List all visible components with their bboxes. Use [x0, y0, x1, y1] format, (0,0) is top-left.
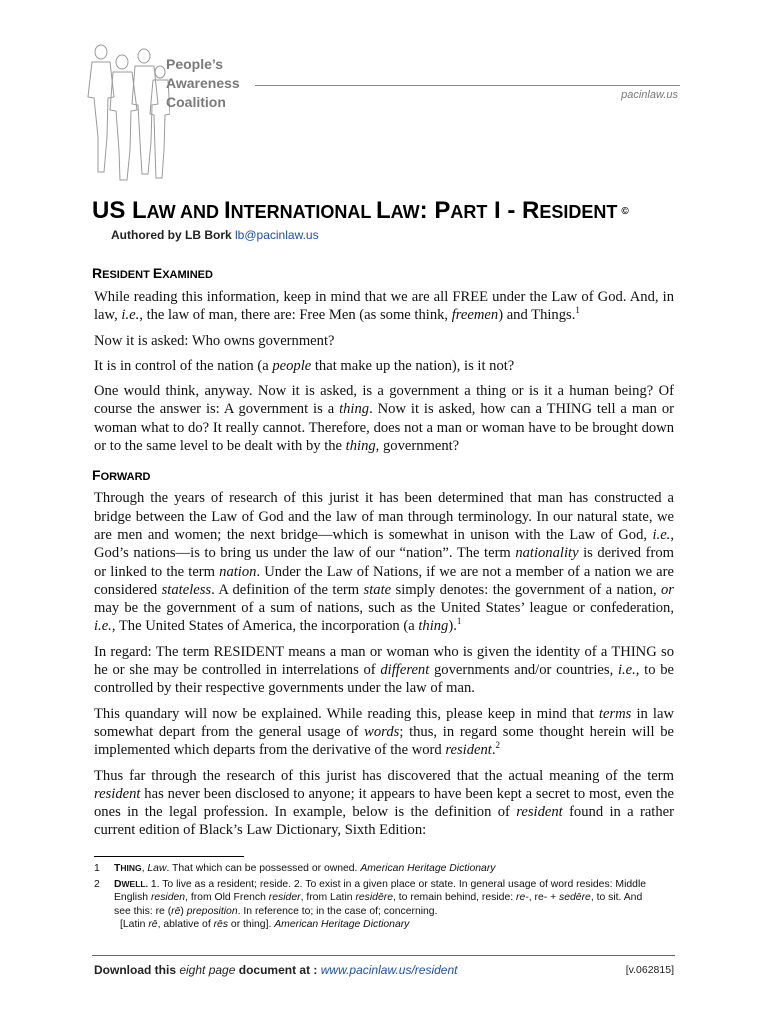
footnote-number: 2	[94, 879, 100, 891]
footnote-ref[interactable]: 1	[575, 305, 580, 316]
heading-part: F	[92, 467, 101, 484]
byline-author: Authored by LB Bork	[111, 228, 236, 242]
footnote-divider	[94, 856, 244, 857]
heading-part: ORWARD	[100, 471, 151, 484]
document-title	[92, 196, 712, 227]
footnote-ref[interactable]: 1	[456, 616, 462, 627]
footer-download-note: Download this eight page document at : www.pacinlaw.us/resident	[94, 963, 458, 977]
heading-part: XAMINED	[162, 269, 213, 281]
heading-part: ESIDENT	[102, 269, 153, 281]
heading-part: R	[92, 265, 103, 281]
footnote-continuation: [Latin rē, ablative of rēs or thing]. American Heritage Dictionary	[120, 918, 410, 930]
title-part: ART	[450, 202, 488, 222]
title-part: AW	[390, 202, 420, 222]
title-part: US L	[92, 197, 147, 224]
paragraph: It is in control of the nation (a people that make up the nation), is it not?	[94, 357, 515, 374]
heading-part: E	[152, 265, 163, 281]
author-email-link[interactable]: lb@pacinlaw.us	[235, 228, 319, 242]
document-body	[94, 288, 674, 847]
paragraph: Through the years of research of this jurist it has been determined that man has constructed a bridge between the Law of God and the law of man through terminology. In our natural state, we are men and women; the next bridge—which is somewhat in unison with the Law of God, i.e., God’s nations—is to bring us under the law of our “nation”. The term nationality is derived from or linked to the term nation. Under the Law of Nations, if we are not a member of a nation we are considered stateless. A definition of the term state simply denotes: the government of a nation, or may be the government of a sum of nations, such as the United States’ league or confederation, i.e., The United States of America, the incorporation (a thing).$^1$	[94, 490, 675, 635]
footer-divider	[92, 955, 675, 956]
footnote-item: 2 DWELL. 1. To live as a resident; reside. 2. To exist in a given place or state. In general usage of word resides: Middle English residen, from Old French resider, from Latin residēre, to remain behind, reside: re-, re- + sedēre, to sit. And see this: re (rē) preposition. In reference to; in the case of; concerning. [Latin rē, ablative of rēs or thing]. American Heritage Dictionary	[94, 878, 654, 931]
paragraph: One would think, anyway. Now it is asked, is a government a thing or is it a human being? Of course the answer is: A government is a thing. Now it is asked, how can a THING tell a man or woman what to do? It really cannot. Therefore, does not a man or woman have to be brought down or to the same level to be dealt with by the thing, government?	[94, 383, 674, 455]
title-part: I - R	[487, 197, 540, 224]
section-heading-forward	[92, 467, 674, 483]
organization-name	[166, 55, 286, 112]
header-site-url[interactable]: pacinlaw.us	[621, 89, 678, 101]
footnotes	[94, 862, 654, 934]
header-divider	[255, 85, 680, 86]
section-heading-resident-examined	[92, 265, 213, 281]
people-silhouettes-icon	[82, 42, 170, 184]
title-part: : P	[419, 197, 451, 224]
footnote-item: 1 THING, Law. That which can be possessed or owned. American Heritage Dictionary	[94, 863, 496, 874]
org-name-line: Awareness	[166, 75, 240, 91]
org-name-line: Coalition	[166, 94, 226, 110]
footnote-ref[interactable]: 2	[495, 740, 500, 751]
copyright-icon: ©	[621, 205, 629, 217]
title-part: L	[376, 197, 391, 224]
title-part: ESIDENT	[539, 202, 618, 222]
title-part: I	[224, 197, 231, 224]
paragraph: In regard: The term RESIDENT means a man or woman who is given the identity of a THING so he or she may be controlled in interrelations of different governments and/or countries, i.e., to be controlled by their respective governments under the law of man.	[94, 643, 674, 697]
title-part: AW AND	[146, 202, 224, 222]
footer-version: [v.062815]	[625, 964, 674, 976]
byline	[111, 228, 319, 242]
paragraph: This quandary will now be explained. While reading this, please keep in mind that terms in law somewhat depart from the general usage of words; thus, in regard some thought herein will be implemented which departs from the derivative of the word resident.$^2$	[94, 705, 674, 759]
paragraph: Thus far through the research of this jurist has discovered that the actual meaning of the term resident has never been disclosed to anyone; it appears to have been kept a secret to most, even the ones in the legal profession. In example, below is the definition of resident found in a rather current edition of Black’s Law Dictionary, Sixth Edition:	[94, 767, 674, 839]
paragraph: Now it is asked: Who owns government?	[94, 332, 335, 349]
download-link[interactable]: www.pacinlaw.us/resident	[320, 963, 458, 977]
title-part: NTERNATIONAL	[230, 202, 376, 222]
footnote-number: 1	[94, 863, 100, 874]
org-name-line: People’s	[166, 56, 224, 72]
paragraph: While reading this information, keep in mind that we are all FREE under the Law of God. And, in law, i.e., the law of man, there are: Free Men (as some think, freemen) and Things.$^1$	[94, 289, 674, 324]
